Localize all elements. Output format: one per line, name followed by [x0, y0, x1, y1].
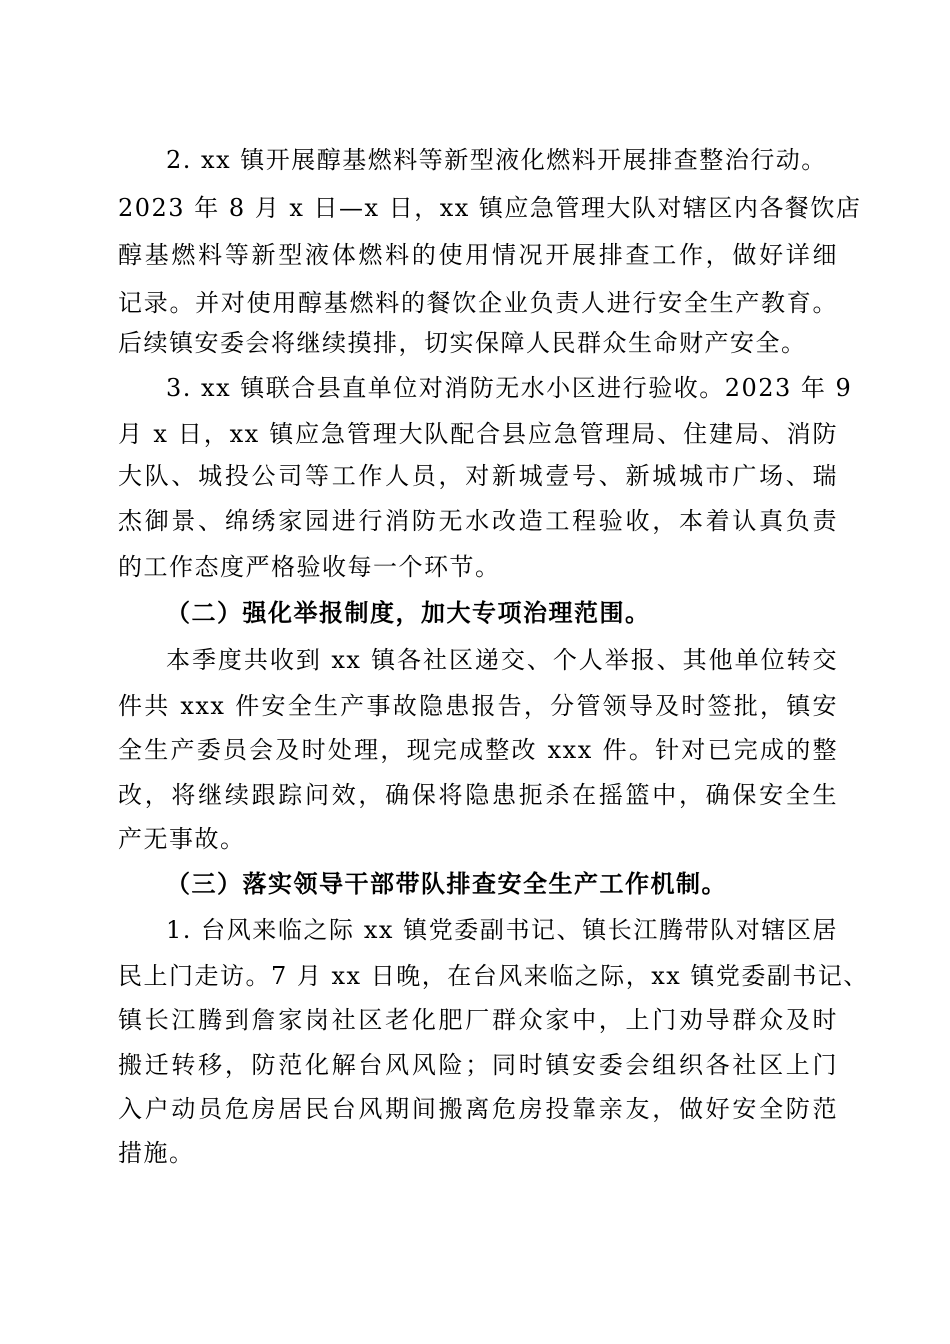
- paragraph-line: 醇基燃料等新型液体燃料的使用情况开展排查工作，做好详细: [118, 241, 838, 269]
- paragraph-line: 大队、城投公司等工作人员，对新城壹号、新城城市广场、瑞: [118, 462, 838, 490]
- paragraph-line: 3. xx 镇联合县直单位对消防无水小区进行验收。2023 年 9: [166, 374, 853, 402]
- paragraph-line: 的工作态度严格验收每一个环节。: [118, 553, 501, 581]
- paragraph-line: 件共 xxx 件安全生产事故隐患报告，分管领导及时签批，镇安: [118, 692, 838, 720]
- paragraph-line: 改，将继续跟踪问效，确保将隐患扼杀在摇篮中，确保安全生: [118, 781, 838, 809]
- paragraph-line: 本季度共收到 xx 镇各社区递交、个人举报、其他单位转交: [166, 646, 838, 674]
- paragraph-line: 后续镇安委会将继续摸排，切实保障人民群众生命财产安全。: [118, 329, 807, 357]
- section-heading: （三）落实领导干部带队排查安全生产工作机制。: [166, 869, 727, 898]
- paragraph-line: 搬迁转移，防范化解台风风险；同时镇安委会组织各社区上门: [118, 1051, 838, 1079]
- paragraph-line: 镇长江腾到詹家岗社区老化肥厂群众家中，上门劝导群众及时: [118, 1006, 838, 1034]
- paragraph-line: 1. 台风来临之际 xx 镇党委副书记、镇长江腾带队对辖区居: [166, 916, 838, 944]
- paragraph-line: 入户动员危房居民台风期间搬离危房投靠亲友，做好安全防范: [118, 1095, 838, 1123]
- paragraph-line: 杰御景、绵绣家园进行消防无水改造工程验收，本着认真负责: [118, 507, 838, 535]
- paragraph-line: 产无事故。: [118, 825, 246, 853]
- paragraph-line: 月 x 日，xx 镇应急管理大队配合县应急管理局、住建局、消防: [118, 420, 838, 448]
- paragraph-line: 民上门走访。7 月 xx 日晚，在台风来临之际，xx 镇党委副书记、: [118, 962, 869, 990]
- section-heading: （二）强化举报制度，加大专项治理范围。: [166, 598, 651, 627]
- paragraph-line: 措施。: [118, 1139, 195, 1167]
- paragraph-line: 全生产委员会及时处理，现完成整改 xxx 件。针对已完成的整: [118, 736, 838, 764]
- paragraph-line: 2. xx 镇开展醇基燃料等新型液化燃料开展排查整治行动。: [166, 146, 827, 174]
- paragraph-line: 2023 年 8 月 x 日—x 日，xx 镇应急管理大队对辖区内各餐饮店: [118, 194, 862, 222]
- paragraph-line: 记录。并对使用醇基燃料的餐饮企业负责人进行安全生产教育。: [118, 289, 838, 317]
